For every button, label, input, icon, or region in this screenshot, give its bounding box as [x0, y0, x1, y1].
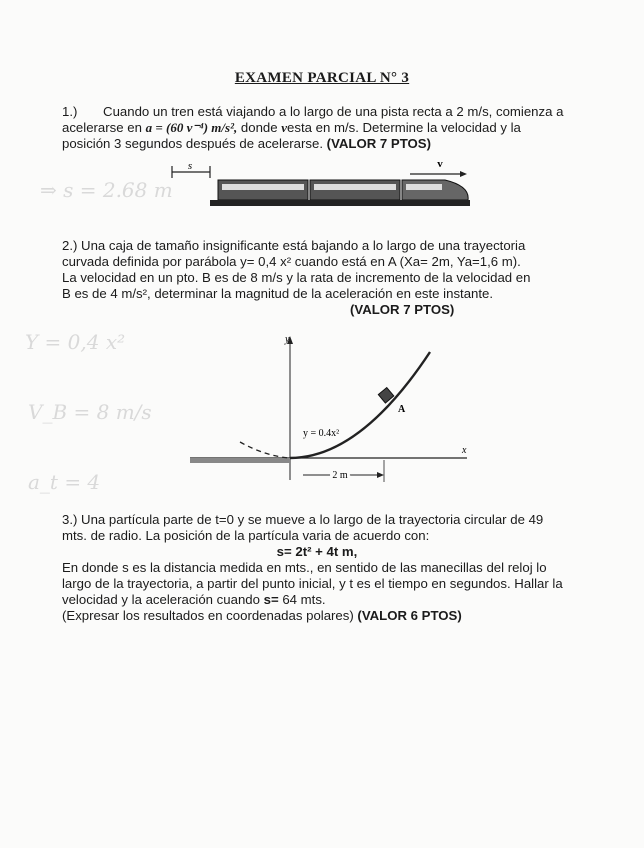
problem-3-line-4: largo de la trayectoria, a partir del punto inicial, y t es el tiempo en segundos. Hallar la	[62, 576, 563, 591]
problem-1-line-2	[62, 120, 592, 136]
problem-1-text-donde: donde	[240, 120, 278, 135]
problem-3-line-6	[62, 608, 592, 624]
problem-3-line-5-post: 64 mts.	[282, 592, 326, 607]
problem-2	[62, 238, 592, 318]
problem-1-text-c: posición 3 segundos después de acelerarse.	[62, 136, 323, 151]
problem-2-line-3: La velocidad en un pto. B es de 8 m/s y la rata de incremento de la velocidad en	[62, 270, 531, 285]
problem-3-points: (VALOR 6 PTOS)	[357, 608, 462, 623]
problem-3	[62, 512, 592, 624]
problem-1-text-b-end: esta en m/s. Determine la velocidad y la	[287, 120, 521, 135]
problem-3-line-1: 3.) Una partícula parte de t=0 y se mueve a lo largo de la trayectoria circular de 49	[62, 512, 544, 527]
problem-3-line-5-pre: velocidad y la aceleración cuando	[62, 592, 260, 607]
distance-label: 2 m	[332, 470, 348, 481]
x-axis-label: x	[462, 445, 467, 456]
ground-hatch	[190, 458, 290, 463]
problem-3-line-2: mts. de radio. La posición de la partícula varia de acuerdo con:	[62, 528, 430, 543]
train-v-label: v	[437, 158, 443, 170]
problem-1-var-v: v	[281, 120, 288, 135]
problem-3-equation: s= 2t² + 4t m,	[276, 544, 358, 559]
rail-track	[210, 200, 470, 206]
bleed-through-3: V_B = 8 m/s	[28, 400, 152, 424]
bleed-through-2: Y = 0,4 x²	[25, 330, 126, 354]
problem-1-equation: a = (60 v⁻⁴) m/s²,	[145, 120, 238, 135]
train-s-label: s	[187, 160, 193, 172]
parabola-dashed	[240, 442, 290, 458]
problem-1-number: 1.)	[62, 104, 78, 119]
bleed-through-4: a_t = 4	[28, 470, 101, 494]
problem-2-points: (VALOR 7 PTOS)	[350, 302, 455, 317]
problem-1-text-a: Cuando un tren está viajando a lo largo de una pista recta a 2 m/s, comienza a	[103, 104, 564, 119]
problem-1-text-b: acelerarse en	[62, 120, 142, 135]
problem-1-line-1	[62, 104, 592, 120]
problem-2-line-2: curvada definida por parábola y= 0,4 x² cuando está en A (Xa= 2m, Ya=1,6 m).	[62, 254, 521, 269]
parabola-curve	[290, 352, 430, 458]
problem-3-note: (Expresar los resultados en coordenadas polares)	[62, 608, 354, 623]
train-icon	[218, 180, 468, 200]
bleed-through-1: ⇒ s = 2.68 m	[40, 178, 173, 202]
problem-2-line-4: B es de 4 m/s², determinar la magnitud de la aceleración en este instante.	[62, 286, 494, 301]
point-a-label: A	[398, 404, 406, 415]
problem-1-line-3	[62, 136, 592, 152]
problem-3-line-5	[62, 592, 592, 608]
problem-3-line-3: En donde s es la distancia medida en mts., en sentido de las manecillas del reloj lo	[62, 560, 547, 575]
parabola-figure	[185, 330, 475, 490]
curve-label: y = 0.4x²	[303, 428, 340, 439]
problem-1-points: (VALOR 7 PTOS)	[326, 136, 431, 151]
problem-2-line-1: 2.) Una caja de tamaño insignificante está bajando a lo largo de una trayectoria	[62, 238, 526, 253]
problem-1	[62, 104, 592, 152]
y-axis-label: y	[285, 334, 290, 345]
exam-title: EXAMEN PARCIAL N° 3	[234, 70, 410, 86]
train-figure	[170, 158, 470, 213]
problem-3-line-5-bold: s=	[263, 592, 279, 607]
